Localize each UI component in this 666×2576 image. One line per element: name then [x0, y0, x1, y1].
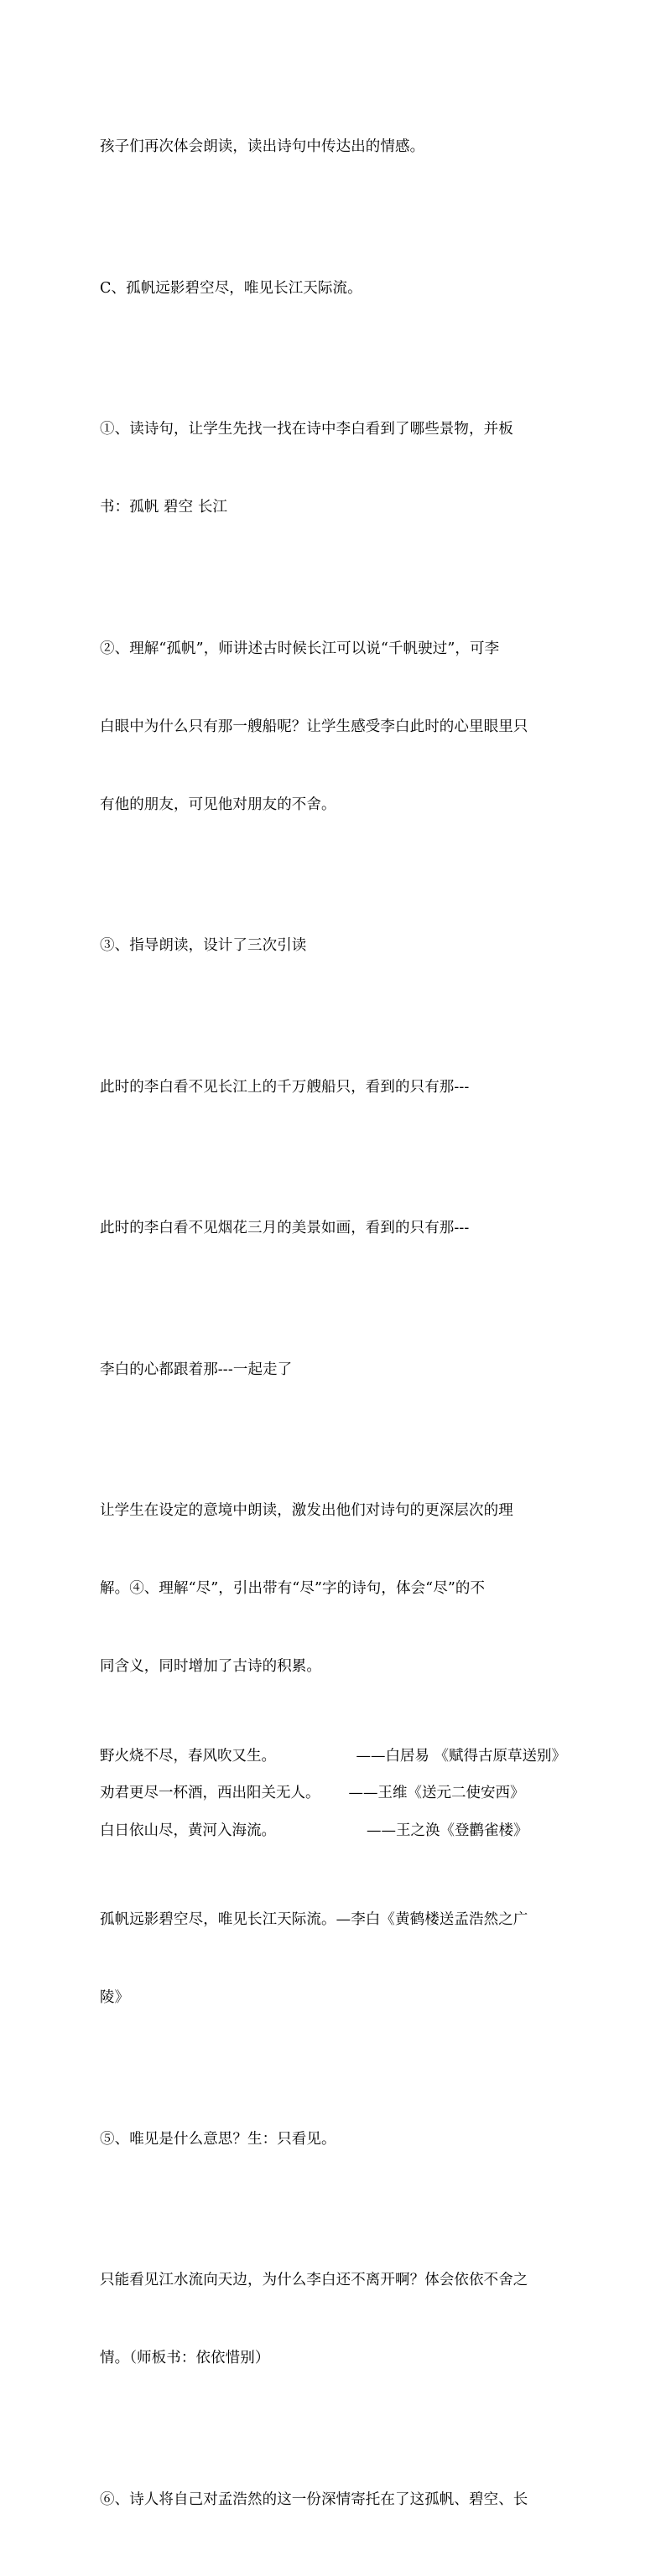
citation-source: ——王之涣《登鹳雀楼》 — [367, 1822, 528, 1839]
text-line: 陵》 — [100, 1989, 130, 2006]
paragraph — [100, 584, 566, 870]
citation-source: ——王维《送元二使安西》 — [348, 1785, 525, 1801]
paragraph — [100, 365, 566, 573]
paragraph — [100, 2435, 566, 2565]
paragraph — [100, 1164, 566, 1293]
text-line: 同含义，同时增加了古诗的积累。 — [100, 1658, 321, 1675]
text-line: 让学生在设定的意境中朗读，激发出他们对诗句的更深层次的理 — [100, 1502, 513, 1519]
poem-citation — [100, 1818, 566, 1844]
text-line: 只能看见江水流向天边，为什么李白还不离开啊？体会依依不舍之 — [100, 2272, 528, 2288]
document-body — [100, 82, 566, 2576]
text-line: 解。④、理解“尽”，引出带有“尽”字的诗句，体会“尽”的不 — [100, 1580, 486, 1597]
text-line: 情。（师板书：依依惜别） — [100, 2350, 270, 2366]
text-line: ⑤、唯见是什么意思？生：只看见。 — [100, 2130, 336, 2148]
text-line: 李白的心都跟着那---一起走了 — [100, 1361, 293, 1378]
text-line: ②、理解“孤帆”，师讲述古时候长江可以说“千帆驶过”，可李 — [100, 640, 500, 657]
paragraph — [100, 1023, 566, 1153]
citation-source: ——白居易 《赋得古原草送别》 — [356, 1747, 566, 1765]
text-line: 孩子们再次体会朗读，读出诗句中传达出的情感。 — [100, 138, 425, 155]
poem-citation — [100, 1744, 566, 1770]
paragraph — [100, 1305, 566, 1435]
paragraph — [100, 2216, 566, 2423]
citation-verse: 劝君更尽一杯酒，西出阳关无人。 — [100, 1785, 320, 1801]
citation-verse: 白日依山尽，黄河入海流。 — [100, 1822, 276, 1839]
text-line: ③、指导朗读，设计了三次引读 — [100, 937, 307, 954]
text-line: 此时的李白看不见长江上的千万艘船只，看到的只有那--- — [100, 1078, 470, 1096]
paragraph — [100, 881, 566, 1011]
text-line: 孤帆远影碧空尽，唯见长江天际流。—李白《黄鹤楼送孟浩然之广 — [100, 1911, 528, 1928]
text-line: ⑥、诗人将自己对孟浩然的这一份深情寄托在了这孤帆、碧空、长 — [100, 2490, 528, 2508]
text-line: 白眼中为什么只有那一艘船呢？让学生感受李白此时的心里眼里只 — [100, 718, 528, 735]
paragraph — [100, 224, 566, 354]
paragraph — [100, 1446, 566, 1732]
text-line: C、孤帆远影碧空尽，唯见长江天际流。 — [100, 279, 362, 297]
text-line: ①、读诗句，让学生先找一找在诗中李白看到了哪些景物，并板 — [100, 421, 513, 438]
poem-citation — [100, 1780, 566, 1806]
text-line: 此时的李白看不见烟花三月的美景如画，看到的只有那--- — [100, 1220, 470, 1236]
text-line: 书：孤帆 碧空 长江 — [100, 499, 228, 516]
paragraph — [100, 2075, 566, 2205]
text-line: 有他的朋友，可见他对朋友的不舍。 — [100, 796, 336, 813]
citation-verse: 野火烧不尽，春风吹又生。 — [100, 1747, 276, 1765]
paragraph — [100, 1855, 566, 2063]
paragraph — [100, 82, 566, 212]
